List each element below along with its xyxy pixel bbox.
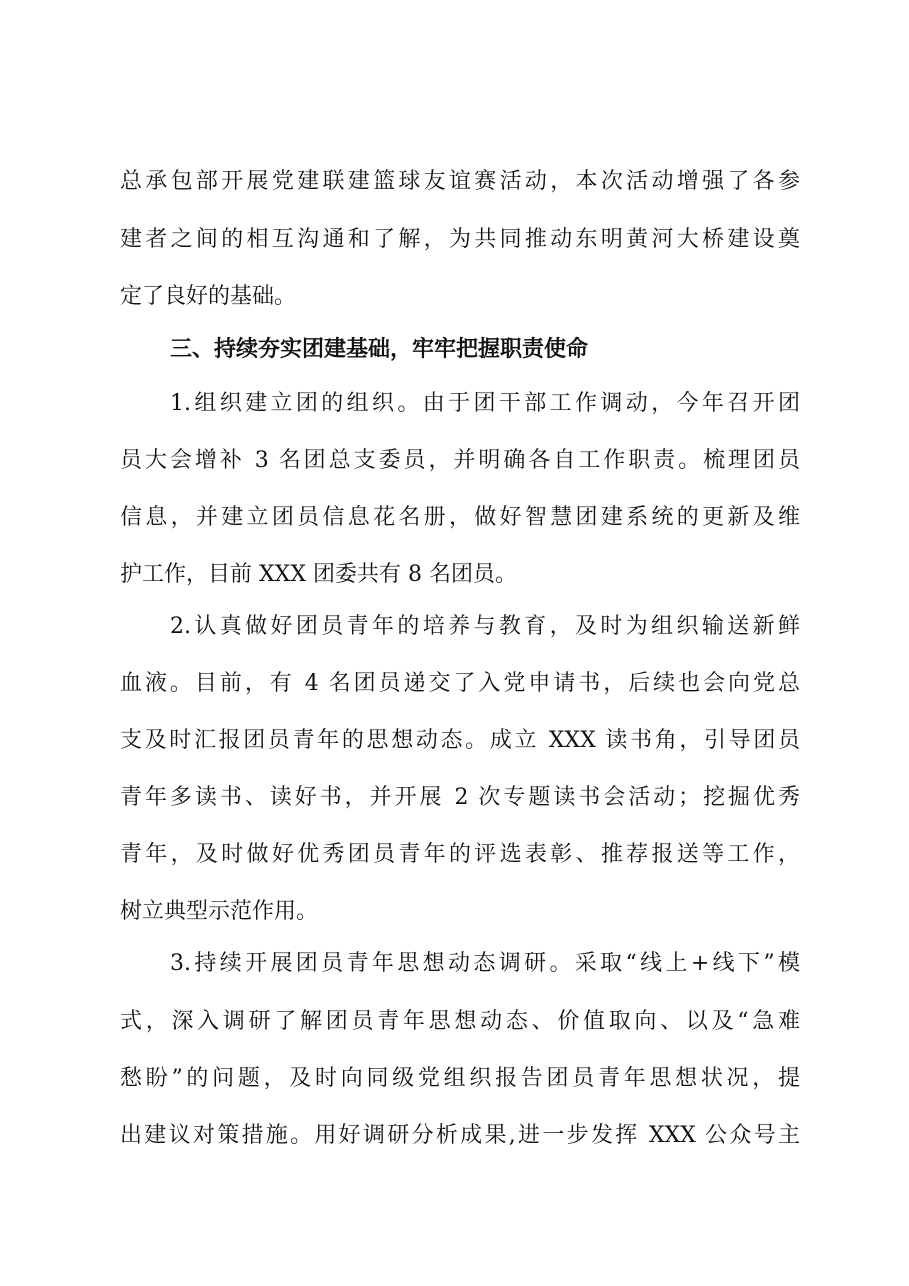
intro-line-3: 定了良好的基础。	[120, 284, 297, 309]
item3-line-1: 3.持续开展团员青年思想动态调研。采取“线上+线下”模	[170, 951, 800, 976]
section-heading: 三、持续夯实团建基础，牢牢把握职责使命	[170, 337, 589, 362]
item2-line-3: 支及时汇报团员青年的思想动态。成立 XXX 读书角，引导团员	[120, 728, 800, 753]
item2-line-1: 2.认真做好团员青年的培养与教育，及时为组织输送新鲜	[170, 614, 800, 639]
item3-line-4: 出建议对策措施。用好调研分析成果,进一步发挥 XXX 公众号主	[120, 1123, 800, 1148]
item2-line-6: 树立典型示范作用。	[120, 899, 319, 924]
item3-line-2: 式，深入调研了解团员青年思想动态、价值取向、以及“急难	[120, 1009, 800, 1034]
item2-line-2: 血液。目前，有 4 名团员递交了入党申请书，后续也会向党总	[120, 671, 800, 696]
item2-line-5: 青年，及时做好优秀团员青年的评选表彰、推荐报送等工作，	[120, 842, 800, 867]
item1-line-4: 护工作，目前 XXX 团委共有 8 名团员。	[120, 562, 517, 587]
intro-line-2: 建者之间的相互沟通和了解，为共同推动东明黄河大桥建设奠	[120, 227, 800, 252]
item1-line-3: 信息，并建立团员信息花名册，做好智慧团建系统的更新及维	[120, 505, 800, 530]
item1-line-2: 员大会增补 3 名团总支委员，并明确各自工作职责。梳理团员	[120, 448, 800, 473]
intro-line-1: 总承包部开展党建联建篮球友谊赛活动，本次活动增强了各参	[120, 169, 800, 194]
item2-line-4: 青年多读书、读好书，并开展 2 次专题读书会活动；挖掘优秀	[120, 785, 800, 810]
item1-line-1: 1.组织建立团的组织。由于团干部工作调动，今年召开团	[170, 391, 800, 416]
item3-line-3: 愁盼”的问题，及时向同级党组织报告团员青年思想状况，提	[120, 1066, 800, 1091]
